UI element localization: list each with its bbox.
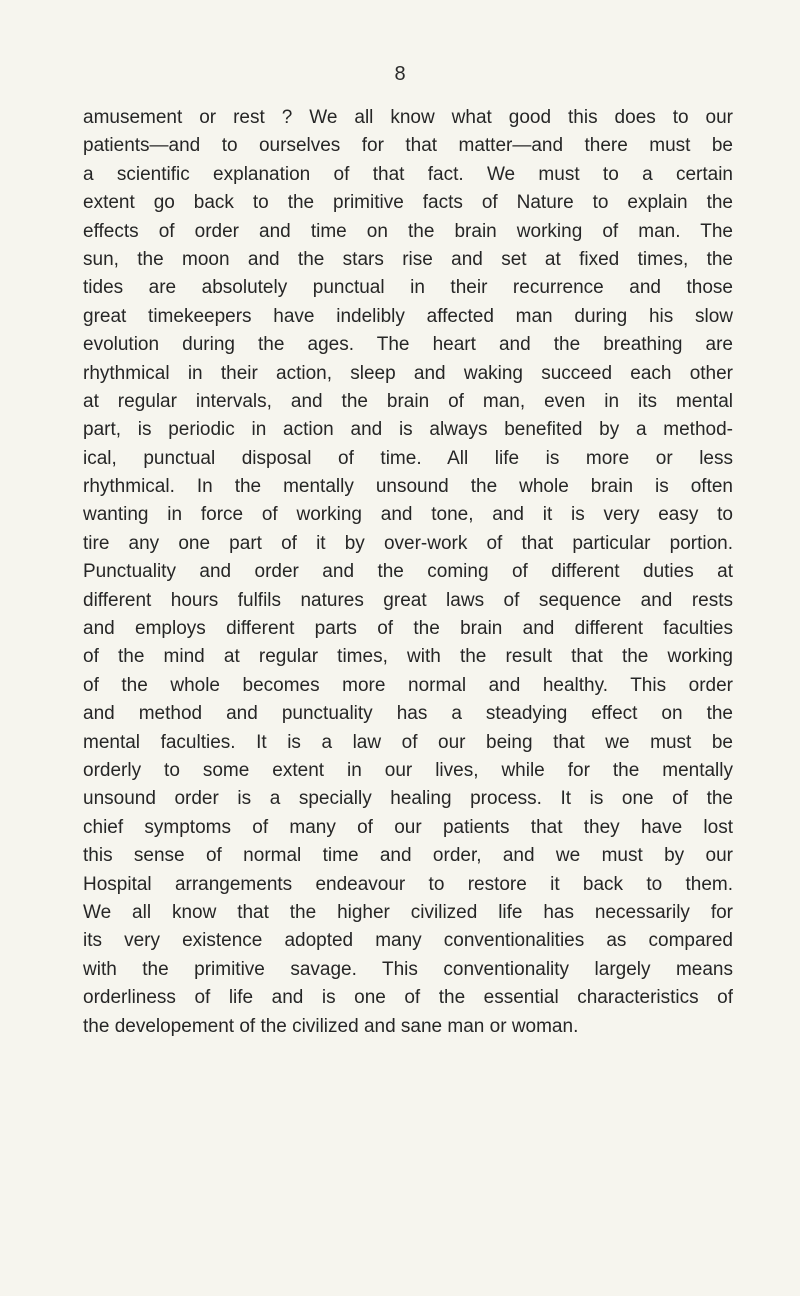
text-line: at regular intervals, and the brain of man, even in its mental bbox=[83, 390, 733, 412]
text-line: a scientific explanation of that fact. We must to a certain bbox=[83, 163, 733, 185]
text-line: extent go back to the primitive facts of Nature to explain the bbox=[83, 192, 733, 214]
text-line: ical, punctual disposal of time. All life is more or less bbox=[83, 447, 733, 469]
text-line: and employs different parts of the brain and different faculties bbox=[83, 618, 733, 640]
text-line: with the primitive savage. This conventionality largely means bbox=[83, 958, 733, 980]
text-line: orderliness of life and is one of the essential characteristics of bbox=[83, 987, 733, 1009]
text-line: unsound order is a specially healing process. It is one of the bbox=[83, 788, 733, 810]
text-line: We all know that the higher civilized life has necessarily for bbox=[83, 901, 733, 923]
text-line: great timekeepers have indelibly affected man during his slow bbox=[83, 305, 733, 327]
text-line: patients—and to ourselves for that matter—and there must be bbox=[83, 135, 733, 157]
text-line: mental faculties. It is a law of our being that we must be bbox=[83, 731, 733, 753]
text-line: rhythmical in their action, sleep and waking succeed each other bbox=[83, 362, 733, 384]
text-line: orderly to some extent in our lives, while for the mentally bbox=[83, 759, 733, 781]
text-line: of the whole becomes more normal and healthy. This order bbox=[83, 674, 733, 696]
text-line: of the mind at regular times, with the result that the working bbox=[83, 646, 733, 668]
text-line: tides are absolutely punctual in their recurrence and those bbox=[83, 277, 733, 299]
text-line: amusement or rest ? We all know what good this does to our bbox=[83, 107, 733, 128]
page-number: 8 bbox=[394, 63, 406, 85]
text-line: its very existence adopted many conventionalities as compared bbox=[83, 930, 733, 952]
text-line: the developement of the civilized and sane man or woman. bbox=[83, 1015, 579, 1037]
body-text bbox=[83, 104, 733, 1041]
text-line: this sense of normal time and order, and we must by our bbox=[83, 845, 733, 867]
text-line: rhythmical. In the mentally unsound the whole brain is often bbox=[83, 476, 733, 498]
text-line: part, is periodic in action and is always benefited by a method- bbox=[83, 419, 733, 441]
text-line: evolution during the ages. The heart and the breathing are bbox=[83, 334, 733, 356]
text-line: different hours fulfils natures great laws of sequence and rests bbox=[83, 589, 733, 611]
text-line: chief symptoms of many of our patients that they have lost bbox=[83, 816, 733, 838]
text-line: effects of order and time on the brain working of man. The bbox=[83, 220, 733, 242]
text-line: tire any one part of it by over-work of that particular portion. bbox=[83, 532, 733, 554]
text-line: Hospital arrangements endeavour to restore it back to them. bbox=[83, 873, 733, 895]
text-line: wanting in force of working and tone, and it is very easy to bbox=[83, 504, 733, 526]
text-line: Punctuality and order and the coming of different duties at bbox=[83, 561, 733, 583]
text-line: sun, the moon and the stars rise and set at fixed times, the bbox=[83, 248, 733, 270]
text-line: and method and punctuality has a steadying effect on the bbox=[83, 703, 733, 725]
